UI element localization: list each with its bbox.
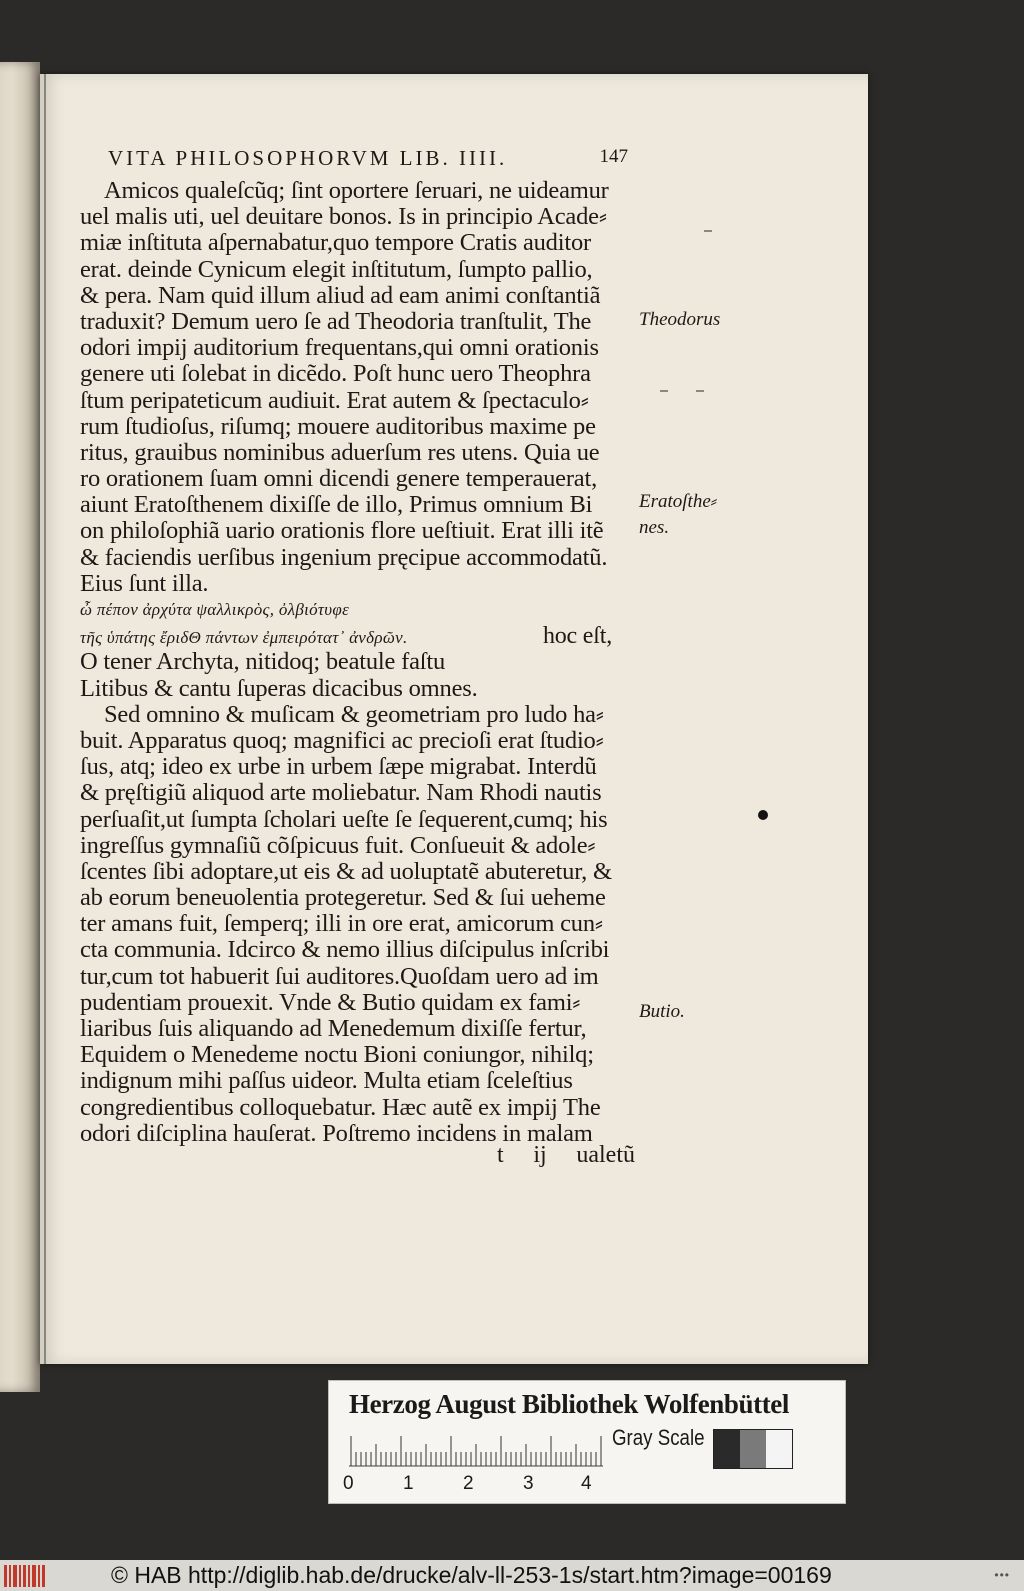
- ink-speck: [660, 390, 668, 392]
- copyright-url[interactable]: © HAB http://diglib.hab.de/drucke/alv-ll-253-1s/start.htm?image=00169: [111, 1562, 832, 1588]
- ruler-label: 3: [523, 1473, 534, 1494]
- text-line: ſus, atq; ideo ex urbe in urbem ſæpe migrabat. Interdũ: [80, 753, 597, 781]
- page-gutter-line: [44, 74, 46, 1364]
- marginal-note-eratosthenes-cont: nes.: [639, 517, 670, 538]
- text-line: Sed omnino & muſicam & geometriam pro ludo ha⸗: [104, 700, 604, 728]
- text-line: Eius ſunt illa.: [80, 569, 209, 597]
- text-line: & pręſtigiũ aliquod arte moliebatur. Nam Rhodi nautis: [80, 779, 602, 807]
- marginal-note-butio: Butio.: [639, 1001, 685, 1022]
- text-line: ſtum peripateticum audiuit. Erat autem & ſpectaculo⸗: [80, 386, 589, 414]
- text-line: Equidem o Menedeme noctu Bioni coniungor, nihilq;: [80, 1041, 594, 1069]
- text-line: genere uti ſolebat in dicẽdo. Poſt hunc uero Theophra: [80, 360, 591, 388]
- text-line: erat. deinde Cynicum elegit inſtitutum, ſumpto pallio,: [80, 255, 593, 283]
- greek-verse-line: τῆς ὑπάτης ἔριδΘ πάντων ἐμπειρότατ᾽ ἀνδρῶν.: [80, 628, 408, 648]
- main-text-block: [80, 178, 632, 1147]
- latin-verse-line: Litibus & cantu ſuperas dicacibus omnes.: [80, 674, 478, 702]
- text-line: & faciendis uerſibus ingenium pręcipue accommodatũ.: [80, 543, 608, 571]
- signature-line: [497, 1142, 635, 1169]
- text-line: aiunt Eratoſthenem dixiſſe de illo, Primus omnium Bi: [80, 491, 593, 519]
- text-line: indignum mihi paſſus uideor. Multa etiam ſceleſtius: [80, 1067, 573, 1095]
- text-line: miæ inſtituta aſpernabatur,quo tempore Cratis auditor: [80, 229, 591, 257]
- text-line: congredientibus colloquebatur. Hæc autẽ ex impij The: [80, 1093, 601, 1121]
- ink-speck: [696, 390, 704, 392]
- text-line: odori impij auditorium frequentans,qui omni orationis: [80, 334, 599, 362]
- text-line: perſuaſit,ut ſumpta ſcholari ueſte ſe ſequerent,cumq; his: [80, 805, 608, 833]
- marginal-note-theodorus: Theodorus: [639, 309, 721, 330]
- text-line: traduxit? Demum uero ſe ad Theodoria tranſtulit, The: [80, 307, 592, 335]
- more-icon[interactable]: •••: [994, 1568, 1010, 1582]
- ruler-label: 1: [403, 1473, 414, 1494]
- gray-swatch-mid: [740, 1430, 766, 1468]
- text-line: rum ſtudioſus, riſumq; mouere auditoribus maxime pe: [80, 412, 596, 440]
- text-line: on philoſophiã uario orationis flore ueſtiuit. Erat illi itẽ: [80, 517, 604, 545]
- gray-swatch-dark: [714, 1430, 740, 1468]
- text-line: pudentiam prouexit. Vnde & Butio quidam ex fami⸗: [80, 988, 581, 1016]
- text-line: tur,cum tot habuerit ſui auditores.Quoſdam uero ad im: [80, 962, 599, 990]
- latin-verse-line: O tener Archyta, nitidoq; beatule faſtu: [80, 648, 446, 676]
- text-line: buit. Apparatus quoq; magnifici ac precioſi erat ſtudio⸗: [80, 726, 604, 754]
- text-line: uel malis uti, uel deuitare bonos. Is in principio Acade⸗: [80, 203, 607, 231]
- facing-page-edge: [0, 62, 40, 1392]
- text-line: liaribus ſuis aliquando ad Menedemum dixiſſe fertur,: [80, 1015, 587, 1042]
- text-line: Amicos qualeſcũq; ſint oportere ſeruari, ne uideamur: [104, 177, 609, 204]
- color-calibration-card: [328, 1380, 846, 1504]
- ruler-label: 4: [581, 1473, 592, 1494]
- ink-spot: [758, 810, 768, 820]
- running-head: [108, 146, 628, 171]
- text-line: & pera. Nam quid illum aliud ad eam animi conſtantiã: [80, 281, 601, 309]
- text-line: ſcentes ſibi adoptare,ut eis & ad uoluptatẽ abuteretur, &: [80, 857, 612, 885]
- marginal-note-eratosthenes: Eratoſthe⸗: [639, 491, 718, 512]
- signature-mark: t: [497, 1142, 504, 1168]
- ruler-label: 0: [343, 1473, 354, 1494]
- text-line: ab eorum beneuolentia protegeretur. Sed & ſui ueheme: [80, 884, 606, 912]
- text-line: odori diſciplina hauſerat. Poſtremo incidens in malam: [80, 1119, 593, 1147]
- catchword: ualetũ: [576, 1142, 635, 1168]
- ink-speck: [704, 230, 712, 232]
- running-head-title: VITA PHILOSOPHORVM LIB. IIII.: [108, 146, 508, 170]
- greek-verse-row: [80, 623, 632, 649]
- text-line: ro orationem ſuam omni dicendi genere temperauerat,: [80, 465, 598, 493]
- text-line: ingreſſus gymnaſiũ cõſpicuus fuit. Conſueuit & adole⸗: [80, 831, 596, 859]
- gray-scale-label: Gray Scale: [612, 1425, 705, 1450]
- text-line: ritus, grauibus nominibus aduerſum res utens. Quia ue: [80, 438, 600, 466]
- footer-bar: [0, 1560, 1024, 1591]
- greek-verse-line: ὦ πέπον ἀρχύτα ψαλλικρὸς, ὀλβιότυφε: [80, 600, 350, 619]
- card-title: Herzog August Bibliothek Wolfenbüttel: [349, 1389, 789, 1419]
- gray-swatch-light: [766, 1430, 792, 1468]
- signature-number: ij: [533, 1142, 547, 1168]
- gray-scale-swatches: [713, 1429, 793, 1469]
- text-line: ter amans fuit, ſemperq; illi in ore erat, amicorum cun⸗: [80, 910, 603, 938]
- text-line: cta communia. Idcirco & nemo illius diſcipulus inſcribi: [80, 936, 610, 964]
- ruler-scale: [349, 1429, 603, 1467]
- barcode-icon: [4, 1563, 46, 1589]
- hoc-est-label: hoc eſt,: [542, 623, 612, 650]
- ruler-label: 2: [463, 1473, 474, 1494]
- folio-number: 147: [599, 146, 628, 167]
